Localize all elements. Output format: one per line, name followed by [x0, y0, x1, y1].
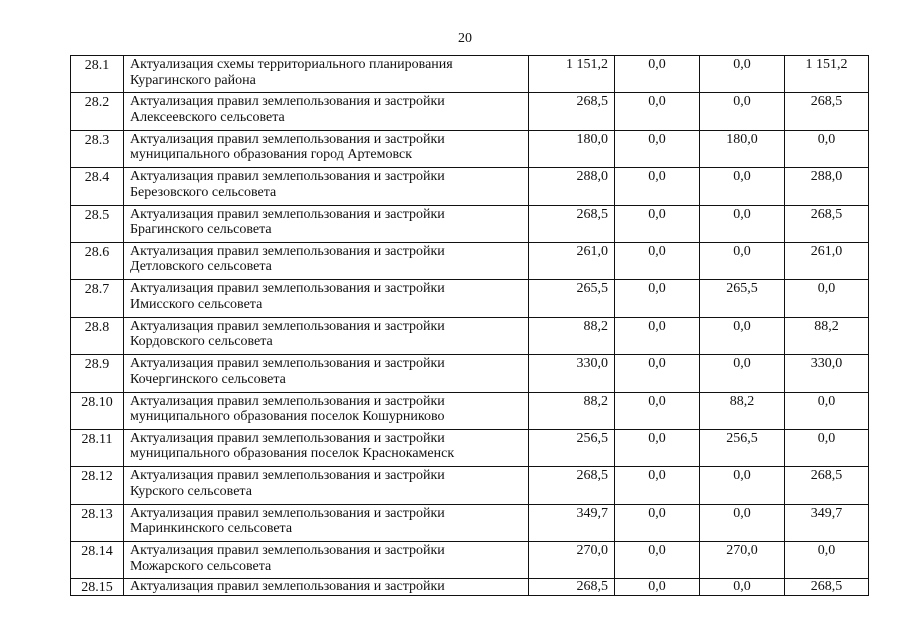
value-cell: 270,0 [700, 542, 785, 579]
value-cell: 268,5 [529, 93, 615, 130]
row-description [124, 392, 529, 429]
description-line: Маринкинского сельсовета [130, 521, 293, 537]
value-cell: 0,0 [615, 355, 700, 392]
description-line: Брагинского сельсовета [130, 222, 272, 238]
description-line: Актуализация правил землепользования и застройки [130, 579, 445, 595]
description-line: Актуализация правил землепользования и застройки [130, 169, 445, 185]
description-line: Курского сельсовета [130, 483, 252, 499]
row-description [124, 168, 529, 205]
description-line: Актуализация правил землепользования и застройки [130, 281, 445, 297]
value-cell: 0,0 [700, 93, 785, 130]
value-cell: 0,0 [700, 317, 785, 354]
value-cell: 0,0 [615, 242, 700, 279]
value-cell: 256,5 [529, 429, 615, 466]
row-description [124, 542, 529, 579]
value-cell: 270,0 [529, 542, 615, 579]
value-cell: 0,0 [785, 130, 869, 167]
page-number: 20 [458, 31, 472, 46]
description-line: Актуализация правил землепользования и застройки [130, 356, 445, 372]
description-line: Актуализация правил землепользования и застройки [130, 393, 445, 409]
value-cell: 180,0 [700, 130, 785, 167]
value-cell: 0,0 [615, 504, 700, 541]
row-description [124, 579, 529, 596]
row-description [124, 242, 529, 279]
description-line: Кочергинского сельсовета [130, 371, 286, 387]
value-cell: 0,0 [700, 504, 785, 541]
value-cell: 0,0 [700, 205, 785, 242]
value-cell: 330,0 [529, 355, 615, 392]
value-cell: 268,5 [529, 467, 615, 504]
value-cell: 0,0 [785, 392, 869, 429]
description-line: Березовского сельсовета [130, 184, 277, 200]
value-cell: 265,5 [700, 280, 785, 317]
row-description [124, 93, 529, 130]
row-number: 28.9 [71, 355, 124, 392]
value-cell: 256,5 [700, 429, 785, 466]
value-cell: 0,0 [615, 93, 700, 130]
row-number: 28.12 [71, 467, 124, 504]
row-number: 28.4 [71, 168, 124, 205]
table-row [71, 130, 869, 167]
value-cell: 1 151,2 [529, 56, 615, 93]
description-line: Актуализация правил землепользования и застройки [130, 430, 445, 446]
table-row [71, 504, 869, 541]
value-cell: 180,0 [529, 130, 615, 167]
value-cell: 0,0 [615, 579, 700, 596]
budget-table [70, 55, 869, 596]
value-cell: 265,5 [529, 280, 615, 317]
value-cell: 88,2 [785, 317, 869, 354]
table-row [71, 467, 869, 504]
value-cell: 0,0 [700, 355, 785, 392]
value-cell: 0,0 [785, 280, 869, 317]
description-line: Актуализация правил землепользования и застройки [130, 94, 445, 110]
value-cell: 0,0 [785, 429, 869, 466]
value-cell: 0,0 [615, 205, 700, 242]
description-line: Алексеевского сельсовета [130, 109, 285, 125]
value-cell: 349,7 [785, 504, 869, 541]
description-line: Актуализация правил землепользования и застройки [130, 505, 445, 521]
row-description [124, 56, 529, 93]
row-number: 28.8 [71, 317, 124, 354]
row-number: 28.1 [71, 56, 124, 93]
value-cell: 330,0 [785, 355, 869, 392]
value-cell: 349,7 [529, 504, 615, 541]
description-line: Актуализация правил землепользования и застройки [130, 318, 445, 334]
row-number: 28.2 [71, 93, 124, 130]
description-line: Актуализация схемы территориального планирования [130, 57, 453, 72]
row-description [124, 317, 529, 354]
value-cell: 268,5 [785, 579, 869, 596]
value-cell: 0,0 [615, 130, 700, 167]
value-cell: 0,0 [615, 317, 700, 354]
value-cell: 0,0 [615, 168, 700, 205]
value-cell: 0,0 [615, 392, 700, 429]
description-line: муниципального образования поселок Краснокаменск [130, 446, 455, 462]
row-description [124, 504, 529, 541]
description-line: Имисского сельсовета [130, 296, 263, 312]
value-cell: 0,0 [700, 168, 785, 205]
description-line: Актуализация правил землепользования и застройки [130, 543, 445, 559]
value-cell: 268,5 [785, 467, 869, 504]
row-number: 28.7 [71, 280, 124, 317]
row-number: 28.15 [71, 579, 124, 596]
table-row [71, 429, 869, 466]
row-description [124, 355, 529, 392]
value-cell: 0,0 [700, 467, 785, 504]
value-cell: 268,5 [785, 93, 869, 130]
description-line: муниципального образования город Артемовск [130, 147, 413, 163]
value-cell: 88,2 [700, 392, 785, 429]
value-cell: 1 151,2 [785, 56, 869, 93]
row-number: 28.11 [71, 429, 124, 466]
description-line: Актуализация правил землепользования и застройки [130, 468, 445, 484]
row-description [124, 280, 529, 317]
value-cell: 0,0 [700, 56, 785, 93]
row-number: 28.3 [71, 130, 124, 167]
table-row [71, 542, 869, 579]
value-cell: 288,0 [529, 168, 615, 205]
table-row [71, 392, 869, 429]
value-cell: 0,0 [615, 56, 700, 93]
row-number: 28.13 [71, 504, 124, 541]
value-cell: 288,0 [785, 168, 869, 205]
table-row [71, 242, 869, 279]
value-cell: 0,0 [785, 542, 869, 579]
value-cell: 261,0 [785, 242, 869, 279]
value-cell: 268,5 [785, 205, 869, 242]
row-description [124, 205, 529, 242]
row-number: 28.5 [71, 205, 124, 242]
value-cell: 0,0 [615, 429, 700, 466]
description-line: Курагинского района [130, 72, 256, 88]
value-cell: 88,2 [529, 392, 615, 429]
table-row [71, 579, 869, 596]
table-row [71, 205, 869, 242]
table-row [71, 317, 869, 354]
value-cell: 0,0 [615, 467, 700, 504]
description-line: Актуализация правил землепользования и застройки [130, 243, 445, 259]
row-description [124, 130, 529, 167]
value-cell: 261,0 [529, 242, 615, 279]
description-line: Можарского сельсовета [130, 558, 272, 574]
value-cell: 0,0 [700, 579, 785, 596]
table-row [71, 56, 869, 93]
row-number: 28.14 [71, 542, 124, 579]
value-cell: 88,2 [529, 317, 615, 354]
description-line: Детловского сельсовета [130, 259, 272, 275]
row-description [124, 429, 529, 466]
row-number: 28.10 [71, 392, 124, 429]
description-line: Актуализация правил землепользования и застройки [130, 206, 445, 222]
table-row [71, 168, 869, 205]
table-row [71, 280, 869, 317]
value-cell: 0,0 [615, 542, 700, 579]
description-line: муниципального образования поселок Кошурниково [130, 409, 445, 425]
row-description [124, 467, 529, 504]
row-number: 28.6 [71, 242, 124, 279]
value-cell: 268,5 [529, 579, 615, 596]
description-line: Кордовского сельсовета [130, 334, 273, 350]
table-row [71, 93, 869, 130]
value-cell: 268,5 [529, 205, 615, 242]
value-cell: 0,0 [615, 280, 700, 317]
table-row [71, 355, 869, 392]
value-cell: 0,0 [700, 242, 785, 279]
description-line: Актуализация правил землепользования и застройки [130, 131, 445, 147]
